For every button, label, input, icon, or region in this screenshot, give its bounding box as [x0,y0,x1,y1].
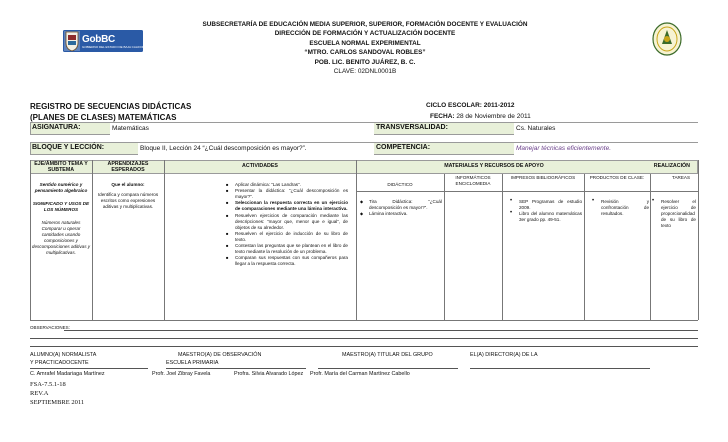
eje-cell [31,182,91,256]
asignatura-value: Matemáticas [110,123,374,135]
tareas-cell [652,199,696,229]
asignatura-label: ASIGNATURA: [32,124,81,131]
eje-detail: Comparar u operar cantidades usando composiciones y descomposiciones aditivas y multiplicativas. [31,226,91,255]
sub-tareas: TAREAS [672,175,691,180]
institution-header [150,20,580,76]
aprendizajes-text: Identifica y compara números escritos como expresiones aditivas y multiplicativas. [97,192,159,209]
aprendizajes-cell [93,182,163,210]
sig-alumno-2: Y PRACTICADOCENTE [30,360,89,366]
school-year: CICLO ESCOLAR: 2011-2012 [426,102,515,109]
aprendizajes-intro: Que el alumno: [111,182,145,187]
eje-title: Sentido numérico y pensamiento algebraico [34,182,88,193]
header-line-2: DIRECCIÓN DE FORMACIÓN Y ACTUALIZACIÓN DOCENTE [274,30,456,38]
impreso-item: • Libro del alumno matemáticas 3er grado pp. 49-51. [510,211,582,223]
impresos-list [510,199,582,223]
impresos-cell [510,199,582,223]
col-eje: EJE/ÁMBITO TEMA Y SUBTEMA [34,161,88,173]
competencia-label: COMPETENCIA: [376,144,431,151]
actividades-cell [226,182,348,267]
col-aprendizajes: APRENDIZAJES ESPERADOS [107,161,149,173]
actividad-item: ■ Resuelven el ejercicio de inducción de su libro de texto. [226,231,348,243]
header-line-1: SUBSECRETARÍA DE EDUCACIÓN MEDIA SUPERIOR, SUPERIOR, FORMACIÓN DOCENTE Y EVALUACIÓN [202,21,528,28]
date-value: 28 de Noviembre de 2011 [454,113,531,120]
bloque-label: BLOQUE Y LECCIÓN: [32,144,105,151]
record-title: REGISTRO DE SECUENCIAS DIDÁCTICAS [30,102,192,111]
col-materiales: MATERIALES Y RECURSOS DE APOYO [444,163,544,169]
record-subtitle: (PLANES DE CLASES) MATEMÁTICAS [30,113,177,122]
eje-topic: Números naturales [41,220,81,225]
school-seal-icon [652,22,682,56]
eje-subtitle: SIGNIFICADO Y USOS DE LOS NÚMEROS [32,201,90,212]
actividad-item: ■ Presentar la didáctica: “¿Cuál descomposición es mayor?”. [226,188,348,200]
didactico-item: ◆ Lámina interactiva. [360,211,442,217]
sub-impresos: IMPRESOS BIBLIOGRÁFICOS [510,175,576,180]
sub-informaticos: INFORMÁTICOS ENCICLOMEDIA [455,175,491,186]
header-line-4: “MTRO. CARLOS SANDOVAL ROBLES” [304,49,426,57]
sig-maestro-obs: MAESTRO(A) DE OBSERVACIÓN [178,352,262,358]
name-titular: Profra. Silvia Alvarado López [234,371,304,377]
transversalidad-value: Cs. Naturales [514,123,698,135]
didactico-cell [360,199,442,217]
date [430,113,531,120]
didactico-list [360,199,442,217]
actividad-item: ■ Aplicar dinámica: “Las Landras”. [226,182,348,188]
sig-maestro-obs-2: ESCUELA PRIMARIA [166,360,219,366]
actividades-list [226,182,348,267]
observaciones-label: OBSERVACIONES: [30,325,70,330]
state-seal-icon [63,30,81,52]
actividad-item: ■ Contestan las preguntas que se plantean en el libro de texto mediante la resolución de un problema. [226,243,348,255]
sig-director: EL(A) DIRECTOR(A) DE LA [470,352,538,358]
form-date: SEPTIEMBRE 2011 [30,399,85,406]
date-label: FECHA: [430,113,455,120]
name-maestro-obs: Profr. Joel Zibray Favela [152,371,211,377]
col-realizacion: REALIZACIÓN [653,163,690,169]
productos-list [592,199,649,217]
name-alumno: C. Amrafel Madariaga Martínez [30,371,105,377]
impreso-item: • SEP Programas de estudio 2009. [510,199,582,211]
form-code: FSA-7.5.1-18 [30,381,66,388]
tarea-item: • Resolver el ejercicio de proporcionalidad de su libro de texto [652,199,696,229]
sig-alumno: ALUMNO(A) NORMALISTA [30,352,97,358]
logo-text: GobBC [82,34,115,45]
competencia-value: Manejar técnicas eficientemente. [514,143,698,155]
sub-didactico: DIDÁCTICO [387,182,413,187]
transversalidad-label: TRANSVERSALIDAD: [376,124,448,131]
actividad-item: ■ Seleccionan la respuesta correcta en un ejercicio de comparaciones mediante una lámina interactiva. [226,200,348,212]
producto-item: • Revisión y confrontación de resultados. [592,199,649,217]
col-actividades: ACTIVIDADES [242,163,278,169]
actividad-item: ■ Resuelven ejercicios de comparación mediante las descripciones: “mayor que, menor que e igual”, de objetos de su alrededor. [226,213,348,231]
form-revision: REV.A [30,390,49,397]
actividad-item: ■ Comparan sus respuestas con sus compañeros para llegar a la respuesta correcta. [226,255,348,267]
tareas-list [652,199,696,229]
sig-titular: MAESTRO(A) TITULAR DEL GRUPO [342,352,433,358]
didactico-item: ◆ Tira Didáctica: “¿Cuál descomposición es mayor?”. [360,199,442,211]
name-director: Profr. María del Carman Martínez Cabello [310,371,410,377]
logo-subtext: GOBIERNO DEL ESTADO DE BAJA CALIFORNIA [82,45,150,49]
sub-productos: PRODUCTOS DE CLASE: [589,175,645,180]
header-line-3: ESCUELA NORMAL EXPERIMENTAL [309,39,421,47]
header-line-5: POB. LIC. BENITO JUÁREZ, B. C. [314,58,416,66]
header-line-6: CLAVE: 02DNL0001B [333,68,397,76]
productos-cell [592,199,649,217]
bloque-value: Bloque II, Lección 24 “¿Cuál descomposición es mayor?”. [138,143,374,155]
